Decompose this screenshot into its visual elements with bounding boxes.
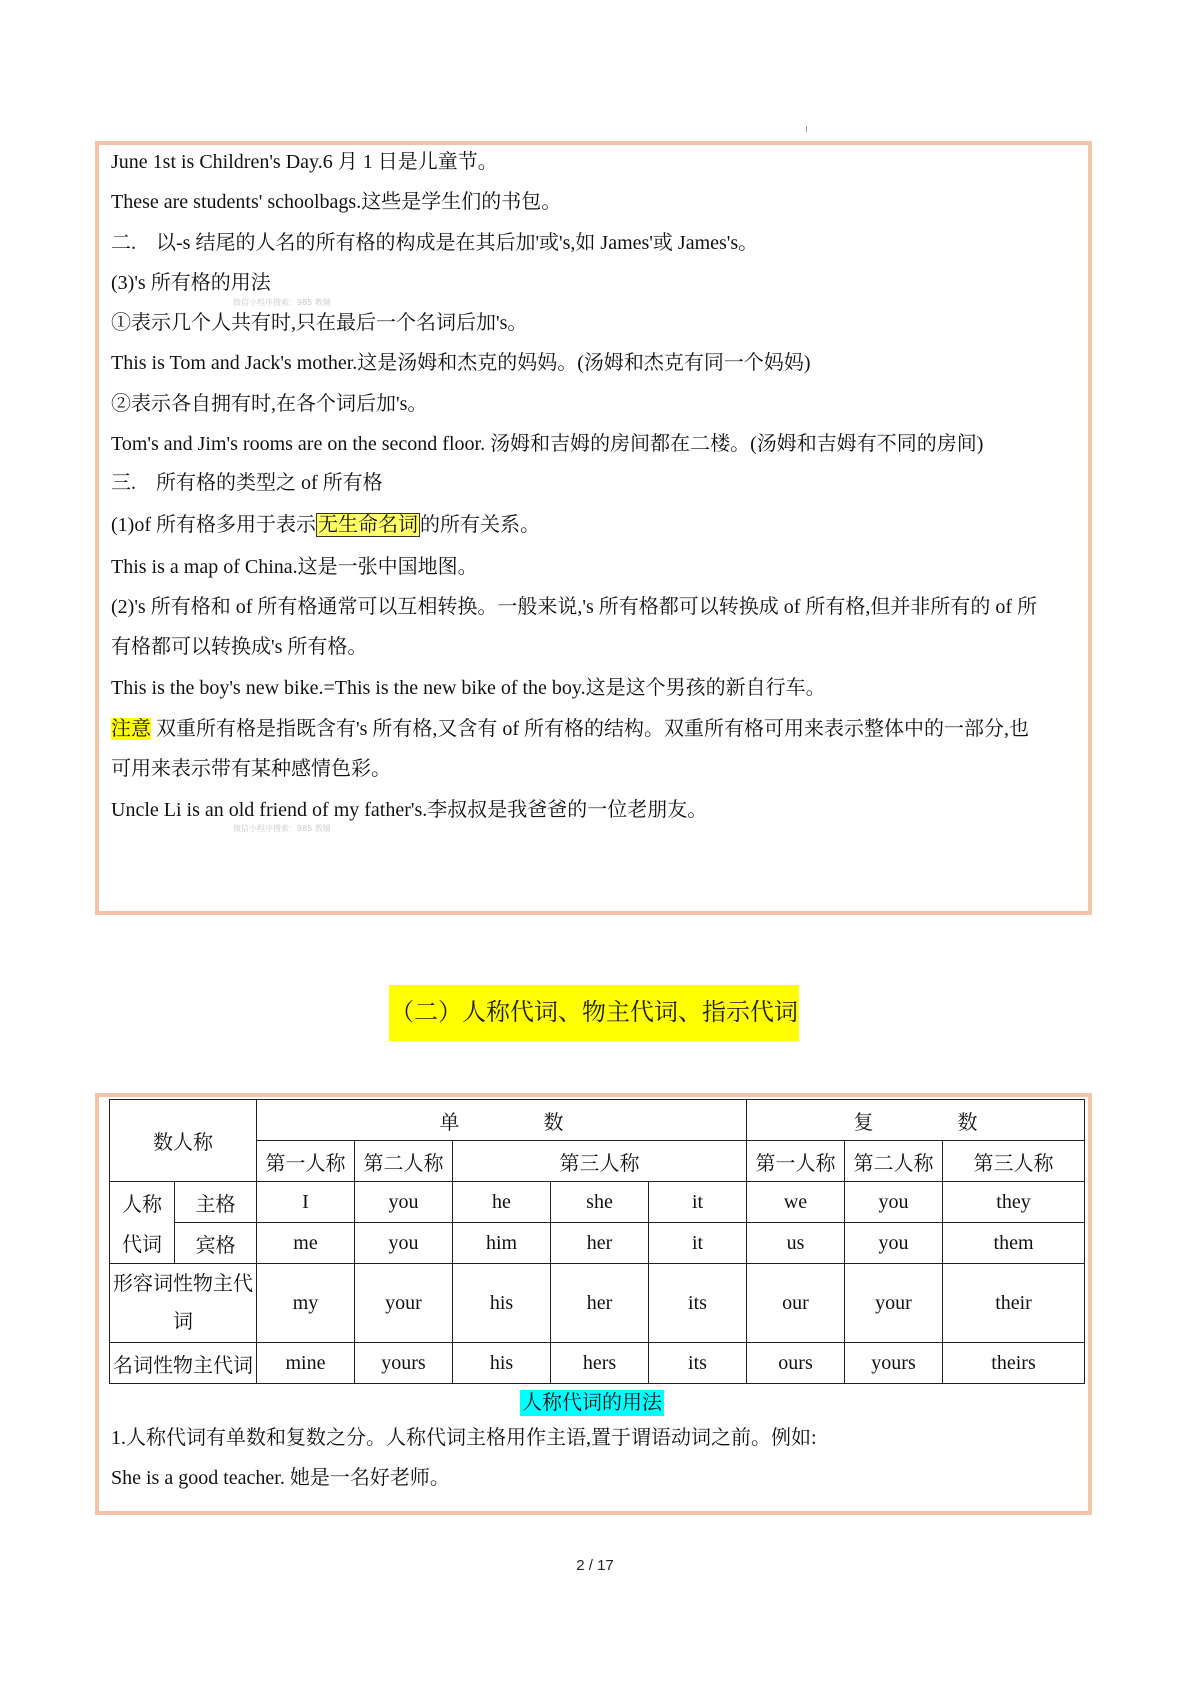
table-cell: I [257, 1182, 355, 1223]
table-cell: hers [551, 1343, 649, 1384]
person-header: 第三人称 [943, 1141, 1085, 1182]
table-cell: ours [747, 1343, 845, 1384]
pronoun-group-label: 人称 [110, 1182, 175, 1223]
table-cell: yours [355, 1343, 453, 1384]
table-cell: his [453, 1264, 551, 1343]
table-cell: it [649, 1182, 747, 1223]
row-label: 宾格 [175, 1223, 257, 1264]
table-row [110, 1182, 1085, 1223]
pronoun-panel [95, 1093, 1092, 1515]
row-label-line: 形容词性物主代 [113, 1273, 253, 1295]
pronoun-group-label: 代词 [110, 1223, 175, 1264]
note-line [111, 715, 1029, 743]
person-header: 第三人称 [453, 1141, 747, 1182]
table-cell: she [551, 1182, 649, 1223]
example-line: Uncle Li is an old friend of my father's.李叔叔是我爸爸的一位老朋友。 [111, 799, 708, 821]
table-cell: us [747, 1223, 845, 1264]
example-line: These are students' schoolbags.这些是学生们的书包。 [111, 191, 562, 213]
table-cell: you [355, 1182, 453, 1223]
table-row [110, 1264, 1085, 1343]
example-line: This is Tom and Jack's mother.这是汤姆和杰克的妈妈。(汤姆和杰克有同一个妈妈) [111, 352, 811, 374]
table-header-row [110, 1100, 1085, 1141]
table-cell: mine [257, 1343, 355, 1384]
pronoun-table [109, 1099, 1085, 1384]
of-possessive-rule [111, 511, 540, 539]
rule-line: 可用来表示带有某种感情色彩。 [111, 758, 391, 780]
table-cell: your [355, 1264, 453, 1343]
possessive-case-panel [95, 141, 1092, 915]
table-cell: they [943, 1182, 1085, 1223]
singular-header: 单 数 [257, 1100, 747, 1141]
note-tag: 注意 [111, 718, 151, 740]
row-label: 主格 [175, 1182, 257, 1223]
plural-header: 复 数 [747, 1100, 1085, 1141]
example-line: June 1st is Children's Day.6 月 1 日是儿童节。 [111, 151, 498, 173]
table-cell: her [551, 1264, 649, 1343]
person-header: 第二人称 [355, 1141, 453, 1182]
table-cell: you [845, 1223, 943, 1264]
rule-heading: 二. 以-s 结尾的人名的所有格的构成是在其后加'或's,如 James'或 James's。 [111, 232, 759, 254]
table-cell: our [747, 1264, 845, 1343]
table-cell: his [453, 1343, 551, 1384]
table-cell: my [257, 1264, 355, 1343]
row-label: 名词性物主代词 [110, 1343, 257, 1384]
of-rule-text: 的所有关系。 [419, 514, 540, 536]
section-subheading: (3)'s 所有格的用法 [111, 272, 271, 294]
table-cell: me [257, 1223, 355, 1264]
table-cell: her [551, 1223, 649, 1264]
table-cell: you [845, 1182, 943, 1223]
table-cell: you [355, 1223, 453, 1264]
table-row [110, 1223, 1085, 1264]
rule-line: 有格都可以转换成's 所有格。 [111, 636, 368, 658]
table-cell: he [453, 1182, 551, 1223]
table-cell: yours [845, 1343, 943, 1384]
table-cell: their [943, 1264, 1085, 1343]
table-header-row [110, 1141, 1085, 1182]
highlighted-term: 无生命名词 [317, 514, 418, 536]
rule-line: ②表示各自拥有时,在各个词后加's。 [111, 393, 428, 415]
rule-line: 1.人称代词有单数和复数之分。人称代词主格用作主语,置于谓语动词之前。例如: [111, 1427, 817, 1449]
example-line: This is the boy's new bike.=This is the new bike of the boy.这是这个男孩的新自行车。 [111, 677, 826, 699]
example-line: Tom's and Jim's rooms are on the second floor. 汤姆和吉姆的房间都在二楼。(汤姆和吉姆有不同的房间) [111, 433, 984, 455]
rule-line: (2)'s 所有格和 of 所有格通常可以互相转换。一般来说,'s 所有格都可以转换成 of 所有格,但并非所有的 of 所 [111, 596, 1038, 618]
row-label [110, 1264, 257, 1343]
table-cell: it [649, 1223, 747, 1264]
watermark: 微信小程序搜索：985 教辅 [233, 298, 331, 307]
person-header: 第一人称 [747, 1141, 845, 1182]
table-cell: its [649, 1264, 747, 1343]
page-mark [806, 126, 807, 132]
note-text: 双重所有格是指既含有's 所有格,又含有 of 所有格的结构。双重所有格可用来表示整体中的一部分,也 [151, 718, 1030, 740]
table-cell: your [845, 1264, 943, 1343]
usage-title: 人称代词的用法 [522, 1392, 662, 1414]
page-number: 2 / 17 [576, 1557, 614, 1574]
of-rule-text: (1)of 所有格多用于表示 [111, 514, 316, 536]
corner-header: 数人称 [110, 1100, 257, 1182]
table-cell: its [649, 1343, 747, 1384]
watermark: 微信小程序搜索：985 教辅 [233, 824, 331, 833]
row-label-line: 词 [173, 1311, 193, 1333]
example-line: She is a good teacher. 她是一名好老师。 [111, 1467, 450, 1489]
rule-line: ①表示几个人共有时,只在最后一个名词后加's。 [111, 312, 528, 334]
table-cell: him [453, 1223, 551, 1264]
section-title: （二）人称代词、物主代词、指示代词 [389, 985, 799, 1041]
rule-heading: 三. 所有格的类型之 of 所有格 [111, 472, 383, 494]
table-cell: we [747, 1182, 845, 1223]
table-cell: them [943, 1223, 1085, 1264]
example-line: This is a map of China.这是一张中国地图。 [111, 556, 478, 578]
table-cell: theirs [943, 1343, 1085, 1384]
person-header: 第二人称 [845, 1141, 943, 1182]
table-row [110, 1343, 1085, 1384]
person-header: 第一人称 [257, 1141, 355, 1182]
